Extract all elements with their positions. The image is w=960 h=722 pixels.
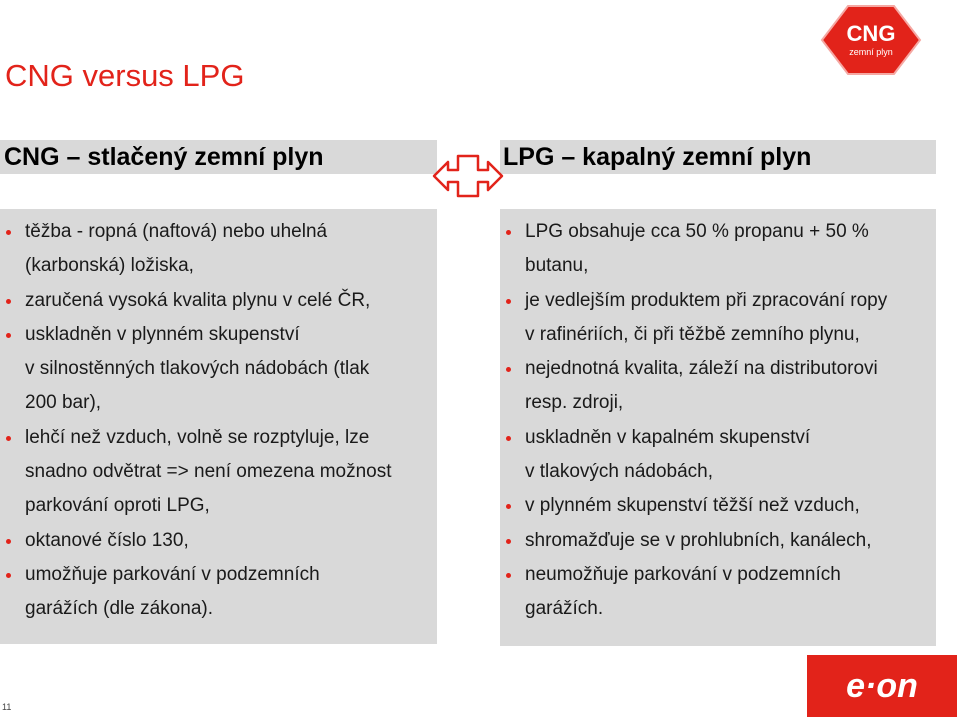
cng-bullet-item bbox=[0, 284, 437, 318]
bullet-icon bbox=[506, 573, 511, 578]
bullet-line: v tlakových nádobách, bbox=[525, 461, 714, 483]
slide-title: CNG versus LPG bbox=[5, 58, 245, 93]
cng-bullet-item bbox=[0, 421, 437, 524]
lpg-bullet-item bbox=[500, 421, 936, 490]
bullet-icon bbox=[506, 504, 511, 509]
bullet-icon bbox=[506, 230, 511, 235]
bullet-line: shromažďuje se v prohlubních, kanálech, bbox=[525, 529, 872, 551]
lpg-bullet-item bbox=[500, 558, 936, 627]
bullet-icon bbox=[6, 230, 11, 235]
bullet-icon bbox=[506, 539, 511, 544]
bullet-line: butanu, bbox=[525, 255, 589, 277]
eon-logo-mark bbox=[807, 655, 957, 717]
bullet-icon bbox=[6, 299, 11, 304]
cng-bullet-item bbox=[0, 524, 437, 558]
bullet-line: resp. zdroji, bbox=[525, 392, 624, 414]
bullet-line: oktanové číslo 130, bbox=[25, 529, 189, 551]
eon-logo-text: e·on bbox=[846, 667, 918, 705]
bullet-line: 200 bar), bbox=[25, 392, 102, 414]
bullet-line: nejednotná kvalita, záleží na distributorovi bbox=[525, 358, 878, 380]
lpg-bullet-item bbox=[500, 284, 936, 353]
bullet-line: (karbonská) ložiska, bbox=[25, 255, 194, 277]
bullet-line: je vedlejším produktem při zpracování ropy bbox=[525, 289, 888, 311]
cng-bullet-item bbox=[0, 558, 437, 627]
cng-bullet-item bbox=[0, 215, 437, 284]
bullet-line: garážích (dle zákona). bbox=[25, 598, 213, 620]
bullet-icon bbox=[6, 573, 11, 578]
bullet-line: těžba - ropná (naftová) nebo uhelná bbox=[25, 221, 328, 242]
bullet-icon bbox=[506, 367, 511, 372]
bullet-line: v plynném skupenství těžší než vzduch, bbox=[525, 495, 860, 517]
lpg-bullet-item bbox=[500, 524, 936, 558]
cng-logo-big-text: CNG bbox=[846, 21, 896, 46]
bullet-icon bbox=[506, 299, 511, 304]
cng-column-header: CNG – stlačený zemní plyn bbox=[0, 140, 437, 174]
lpg-bullet-item bbox=[500, 352, 936, 421]
bullet-line: v silnostěnných tlakových nádobách (tlak bbox=[25, 358, 370, 380]
bullet-line: LPG obsahuje cca 50 % propanu + 50 % bbox=[525, 221, 869, 242]
bullet-line: v rafinériích, či při těžbě zemního plynu, bbox=[525, 323, 860, 345]
bullet-line: uskladněn v kapalném skupenství bbox=[525, 426, 811, 448]
compare-arrows-icon bbox=[430, 152, 506, 232]
bullet-line: parkování oproti LPG, bbox=[25, 495, 210, 517]
lpg-bullet-item bbox=[500, 215, 936, 284]
cng-logo bbox=[820, 4, 922, 76]
bullet-icon bbox=[6, 539, 11, 544]
lpg-bullet-item bbox=[500, 489, 936, 523]
lpg-panel bbox=[500, 209, 936, 646]
bullet-line: neumožňuje parkování v podzemních bbox=[525, 563, 841, 585]
cng-bullet-item bbox=[0, 318, 437, 421]
bullet-line: umožňuje parkování v podzemních bbox=[25, 563, 320, 585]
lpg-bullet-list bbox=[500, 215, 936, 627]
bullet-line: garážích. bbox=[525, 598, 604, 620]
eon-logo bbox=[807, 655, 957, 717]
cng-logo-small-text: zemní plyn bbox=[849, 47, 893, 57]
bullet-line: uskladněn v plynném skupenství bbox=[25, 323, 300, 345]
bullet-line: lehčí než vzduch, volně se rozptyluje, lze bbox=[25, 426, 370, 448]
bullet-icon bbox=[6, 436, 11, 441]
cng-panel bbox=[0, 209, 437, 644]
cng-bullet-list bbox=[0, 215, 437, 627]
bullet-line: snadno odvětrat => není omezena možnost bbox=[25, 461, 392, 483]
lpg-column-header: LPG – kapalný zemní plyn bbox=[500, 140, 936, 174]
bullet-icon bbox=[506, 436, 511, 441]
bullet-icon bbox=[6, 333, 11, 338]
slide-number: 11 bbox=[2, 702, 12, 712]
bullet-line: zaručená vysoká kvalita plynu v celé ČR, bbox=[25, 289, 371, 311]
